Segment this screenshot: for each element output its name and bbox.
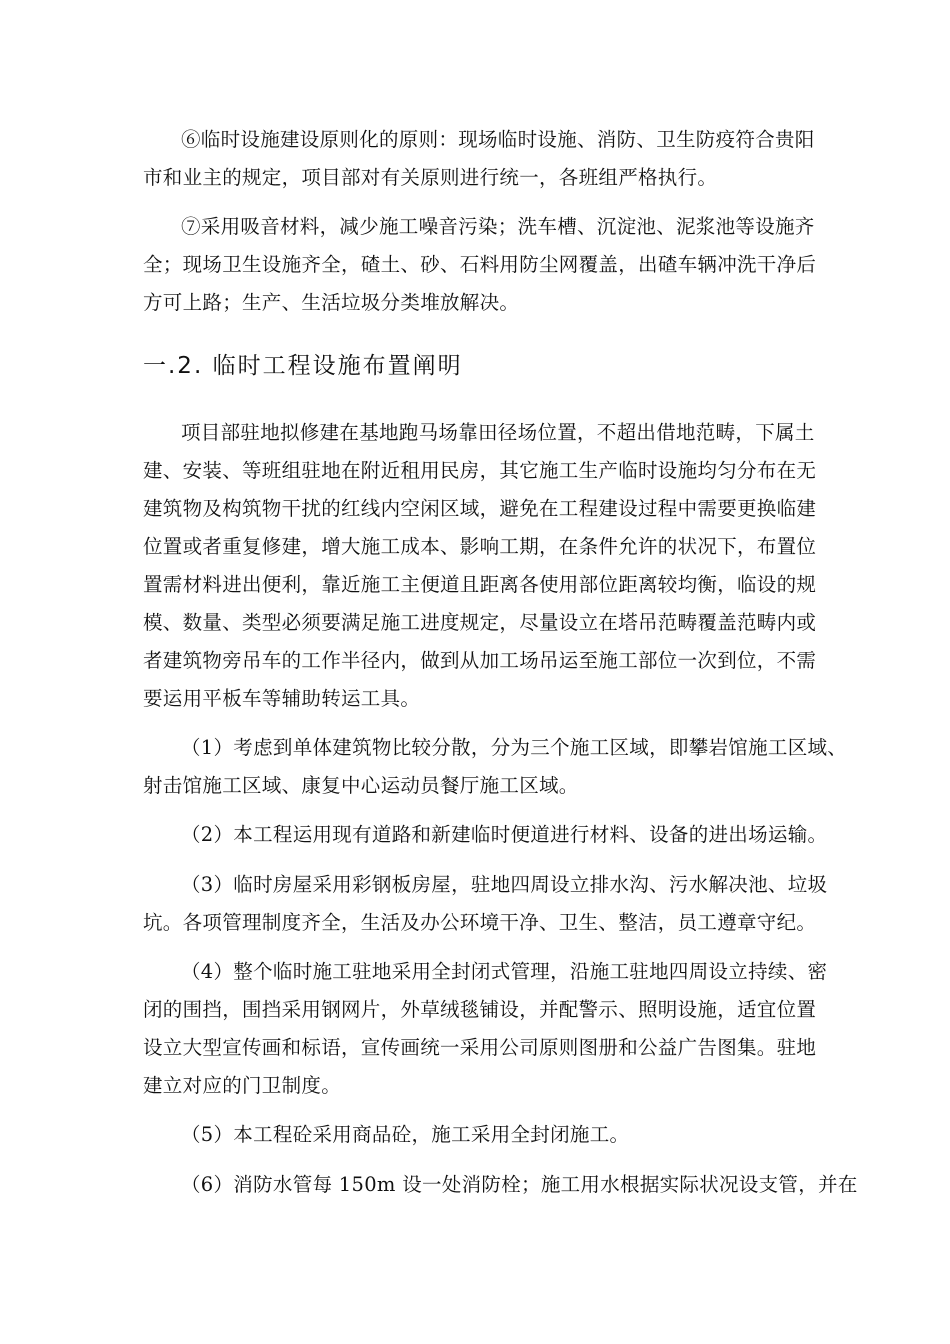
text-line: （6）消防水管每 150m 设一处消防栓；施工用水根据实际状况设支管，并在 [181, 1173, 858, 1196]
text-line: ⑦采用吸音材料，减少施工噪音污染；洗车槽、沉淀池、泥浆池等设施齐 [181, 215, 815, 238]
text-line: ⑥临时设施建设原则化的原则：现场临时设施、消防、卫生防疫符合贵阳 [181, 128, 815, 151]
text-line: 方可上路；生产、生活垃圾分类堆放解决。 [143, 291, 520, 314]
text-line: （5）本工程砼采用商品砼，施工采用全封闭施工。 [181, 1123, 630, 1146]
text-line: （4）整个临时施工驻地采用全封闭式管理，沿施工驻地四周设立持续、密 [181, 960, 828, 983]
text-line: 位置或者重复修建，增大施工成本、影响工期，在条件允许的状况下，布置位 [143, 535, 817, 558]
text-line: 坑。各项管理制度齐全，生活及办公环境干净、卫生、整洁，员工遵章守纪。 [143, 911, 817, 934]
text-line: 全；现场卫生设施齐全，碴土、砂、石料用防尘网覆盖，出碴车辆冲洗干净后 [143, 253, 817, 276]
text-line: 设立大型宣传画和标语，宣传画统一采用公司原则图册和公益广告图集。驻地 [143, 1036, 817, 1059]
text-line: 要运用平板车等辅助转运工具。 [143, 687, 421, 710]
text-line: 者建筑物旁吊车的工作半径内，做到从加工场吊运至施工部位一次到位，不需 [143, 649, 817, 672]
paragraph-item-3 [143, 866, 828, 942]
text-line: 建、安装、等班组驻地在附近租用民房，其它施工生产临时设施均匀分布在无 [143, 459, 817, 482]
paragraph-item-2 [143, 816, 828, 854]
text-line: 建立对应的门卫制度。 [143, 1074, 342, 1097]
paragraph-item-5 [143, 1116, 813, 1154]
paragraph-item-6 [143, 1166, 858, 1204]
paragraph-project-layout [143, 414, 817, 718]
text-line: 模、数量、类型必须要满足施工进度规定，尽量设立在塔吊范畴覆盖范畴内或 [143, 611, 817, 634]
text-line: （1）考虑到单体建筑物比较分散，分为三个施工区域，即攀岩馆施工区域、 [181, 736, 848, 759]
text-line: 置需材料进出便利，靠近施工主便道且距离各使用部位距离较均衡，临设的规 [143, 573, 817, 596]
text-line: 建筑物及构筑物干扰的红线内空闲区域，避免在工程建设过程中需要更换临建 [143, 497, 817, 520]
text-line: （2）本工程运用现有道路和新建临时便道进行材料、设备的进出场运输。 [181, 823, 828, 846]
section-heading: 一.2. 临时工程设施布置阐明 [143, 353, 463, 379]
paragraph-principle-6 [143, 121, 813, 197]
paragraph-item-1 [143, 729, 848, 805]
text-line: 射击馆施工区域、康复中心运动员餐厅施工区域。 [143, 774, 579, 797]
text-line: 市和业主的规定，项目部对有关原则进行统一，各班组严格执行。 [143, 166, 718, 189]
text-line: （3）临时房屋采用彩钢板房屋，驻地四周设立排水沟、污水解决池、垃圾 [181, 873, 828, 896]
text-line: 项目部驻地拟修建在基地跑马场靠田径场位置，不超出借地范畴，下属土 [181, 421, 815, 444]
text-line: 闭的围挡，围挡采用钢网片，外草绒毯铺设，并配警示、照明设施，适宜位置 [143, 998, 817, 1021]
paragraph-item-4 [143, 953, 828, 1105]
paragraph-principle-7 [143, 208, 817, 322]
